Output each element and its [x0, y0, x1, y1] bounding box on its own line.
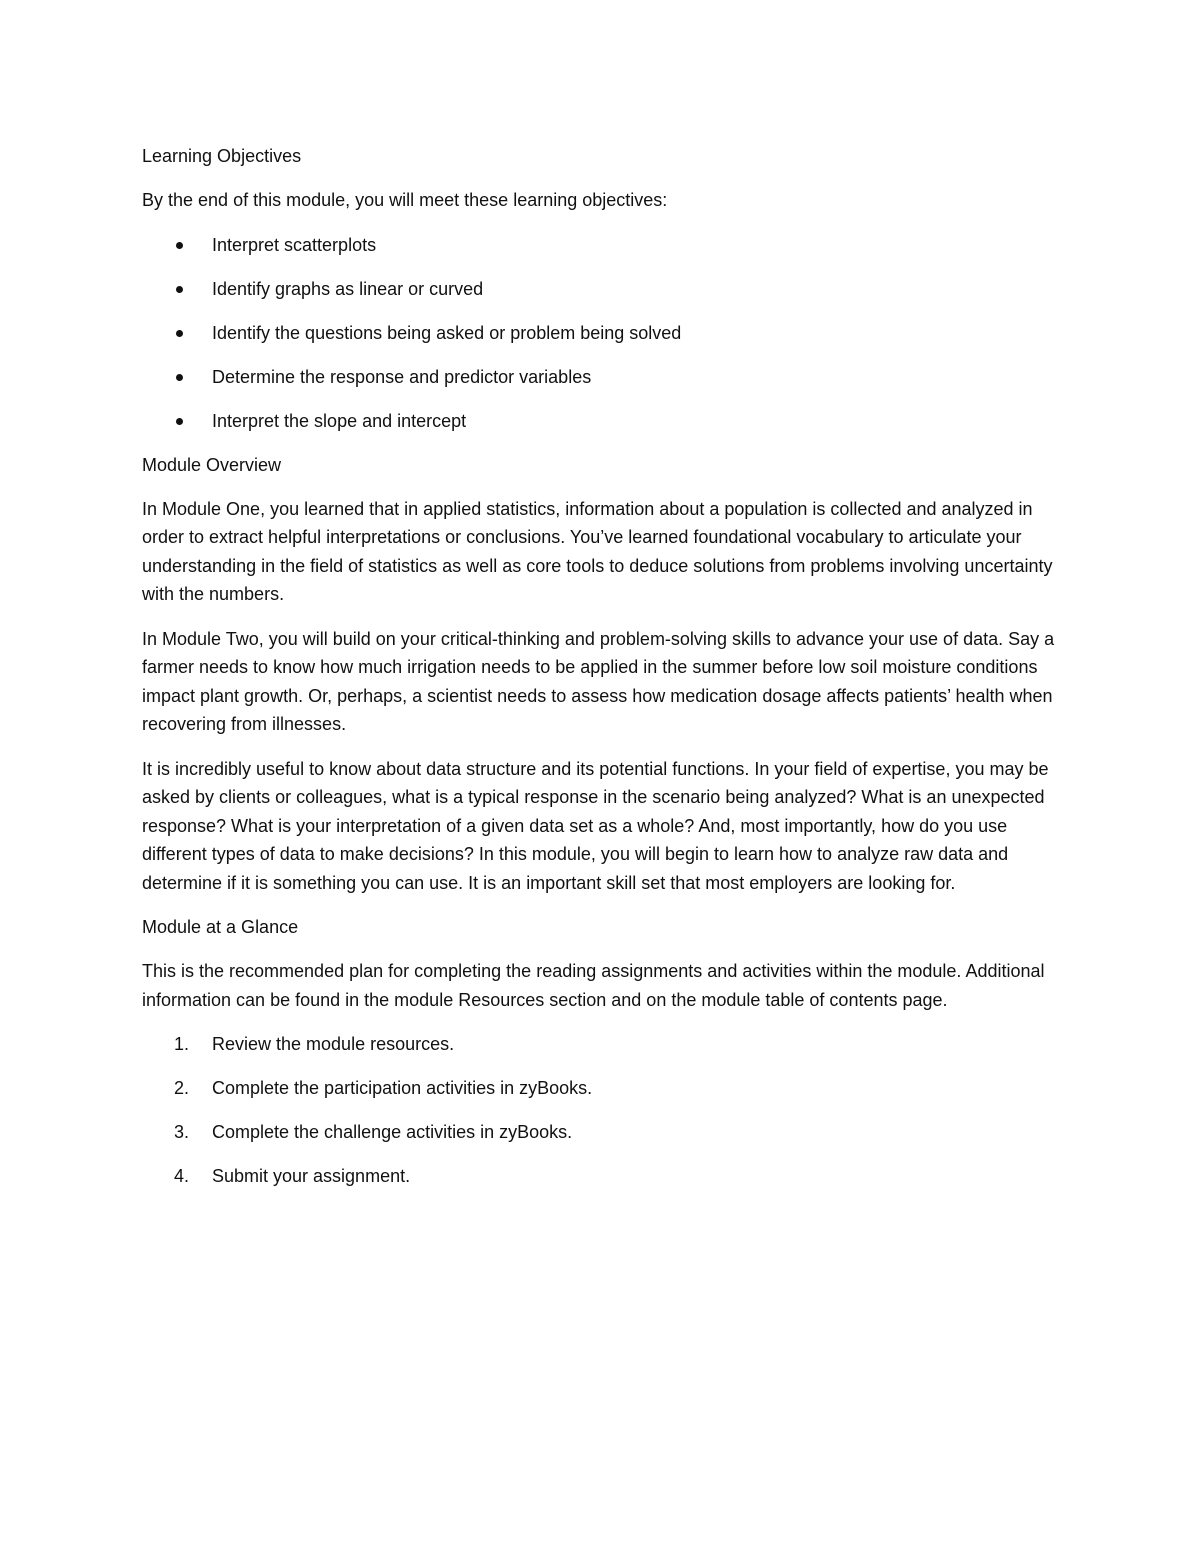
document-body: [142, 142, 1062, 1206]
overview-paragraph-1: In Module One, you learned that in applied statistics, information about a population is collected and analyzed in order to extract helpful interpretations or conclusions. You’ve learned foundational vocabulary to articulate your understanding in the field of statistics as well as core tools to deduce solutions from problems involving uncertainty with the numbers.: [142, 498, 1053, 604]
list-item: [142, 275, 1062, 303]
overview-paragraph-3: It is incredibly useful to know about data structure and its potential functions. In your field of expertise, you may be asked by clients or colleagues, what is a typical response in the scenario being analyzed? What is an unexpected response? What is your interpretation of a given data set as a whole? And, most importantly, how do you use different types of data to make decisions? In this module, you will begin to learn how to analyze raw data and determine if it is something you can use. It is an important skill set that most employers are looking for.: [142, 758, 1049, 893]
heading-module-at-a-glance: Module at a Glance: [142, 917, 299, 937]
steps-list: [142, 1030, 1062, 1190]
objective-text: Interpret the slope and intercept: [212, 410, 467, 431]
list-item: [142, 231, 1062, 259]
step-number: 4.: [174, 1166, 190, 1186]
step-text: Complete the challenge activities in zyBooks.: [212, 1122, 573, 1142]
list-item: [142, 363, 1062, 391]
step-number: 2.: [174, 1078, 190, 1098]
objectives-list: [142, 231, 1062, 435]
step-text: Submit your assignment.: [212, 1166, 411, 1186]
objective-text: Determine the response and predictor variables: [212, 366, 592, 387]
objectives-intro: By the end of this module, you will meet these learning objectives:: [142, 190, 668, 210]
bullet-icon: [176, 242, 183, 249]
objective-text: Interpret scatterplots: [212, 234, 377, 255]
heading-module-overview: Module Overview: [142, 454, 282, 475]
list-item: [142, 1162, 1062, 1190]
overview-paragraph-2: In Module Two, you will build on your critical-thinking and problem-solving skills to advance your use of data. Say a farmer needs to know how much irrigation needs to be applied in the summer before low soil moisture conditions impact plant growth. Or, perhaps, a scientist needs to assess how medication dosage affects patients’ health when recovering from illnesses.: [142, 628, 1055, 734]
list-item: [142, 319, 1062, 347]
list-item: [142, 1118, 1062, 1146]
list-item: [142, 1030, 1062, 1058]
bullet-icon: [176, 330, 183, 337]
bullet-icon: [176, 374, 183, 381]
objective-text: Identify graphs as linear or curved: [212, 278, 484, 299]
glance-intro: This is the recommended plan for completing the reading assignments and activities within the module. Additional information can be found in the module Resources section and on the module table of contents page.: [142, 961, 1045, 1010]
step-number: 1.: [174, 1034, 190, 1054]
list-item: [142, 1074, 1062, 1102]
bullet-icon: [176, 286, 183, 293]
step-text: Review the module resources.: [212, 1034, 455, 1054]
step-number: 3.: [174, 1122, 190, 1142]
step-text: Complete the participation activities in zyBooks.: [212, 1078, 593, 1098]
list-item: [142, 407, 1062, 435]
heading-learning-objectives: Learning Objectives: [142, 146, 302, 166]
objective-text: Identify the questions being asked or problem being solved: [212, 322, 682, 343]
bullet-icon: [176, 418, 183, 425]
